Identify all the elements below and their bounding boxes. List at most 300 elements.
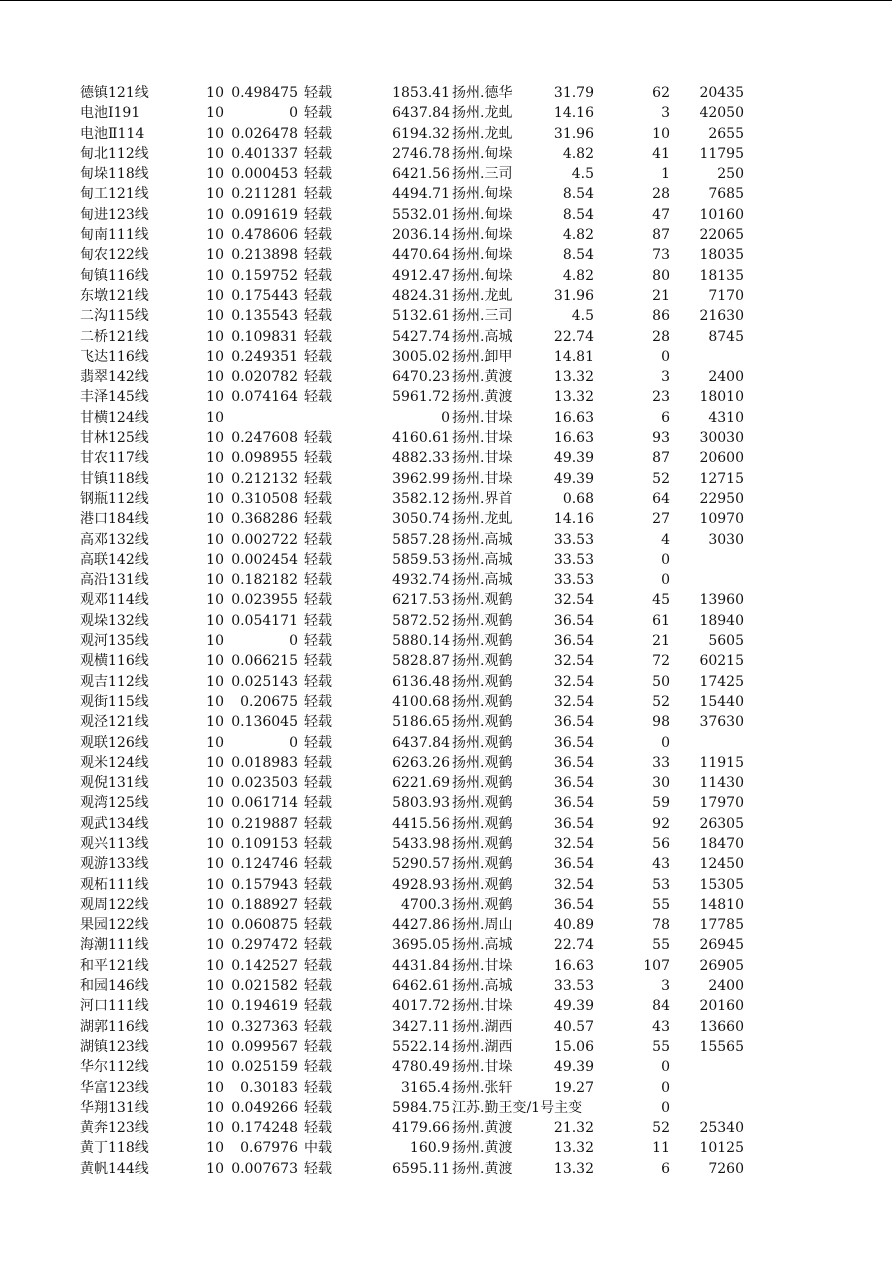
load-ratio-cell: 0.478606 [231, 227, 298, 244]
capacity-cell: 5872.52 [392, 612, 450, 629]
load-status-cell: 轻载 [304, 186, 332, 203]
line-name-cell: 华翔131线 [80, 1099, 149, 1116]
load-status-cell: 轻载 [304, 531, 332, 548]
voltage-cell: 10 [206, 1120, 224, 1137]
length-cell: 36.54 [553, 775, 594, 792]
load-ratio-cell: 0.310508 [231, 490, 298, 507]
transformer-capacity-cell: 22065 [699, 227, 744, 244]
capacity-cell: 4928.93 [392, 876, 450, 893]
voltage-cell: 10 [206, 775, 224, 792]
table-row [0, 164, 892, 184]
voltage-cell: 10 [206, 957, 224, 974]
transformer-capacity-cell: 250 [717, 166, 744, 183]
voltage-cell: 10 [206, 267, 224, 284]
line-name-cell: 丰泽145线 [80, 389, 149, 406]
voltage-cell: 10 [206, 612, 224, 629]
load-status-cell: 轻载 [304, 145, 332, 162]
transformer-capacity-cell: 15565 [699, 1038, 744, 1055]
substation-cell: 扬州.三司 [452, 166, 513, 183]
capacity-cell: 160.9 [409, 1140, 450, 1157]
load-status-cell: 轻载 [304, 876, 332, 893]
transformer-capacity-cell: 8745 [708, 328, 744, 345]
load-status-cell: 轻载 [304, 937, 332, 954]
table-row [0, 611, 892, 631]
load-ratio-cell: 0.247608 [231, 430, 298, 447]
load-status-cell: 轻载 [304, 369, 332, 386]
capacity-cell: 3582.12 [392, 490, 450, 507]
table-row [0, 387, 892, 407]
table-row [0, 408, 892, 428]
load-status-cell: 轻载 [304, 1120, 332, 1137]
transformer-capacity-cell: 26305 [699, 815, 744, 832]
capacity-cell: 4882.33 [392, 450, 450, 467]
voltage-cell: 10 [206, 673, 224, 690]
length-cell: 14.81 [553, 348, 594, 365]
count-cell: 21 [652, 287, 670, 304]
capacity-cell: 6595.11 [392, 1160, 450, 1177]
transformer-capacity-cell: 14810 [699, 896, 744, 913]
load-status-cell: 轻载 [304, 1079, 332, 1096]
line-name-cell: 甸北112线 [80, 145, 149, 162]
voltage-cell: 10 [206, 430, 224, 447]
line-name-cell: 观柘111线 [80, 876, 149, 893]
voltage-cell: 10 [206, 937, 224, 954]
voltage-cell: 10 [206, 308, 224, 325]
load-ratio-cell: 0.021582 [231, 978, 298, 995]
length-cell: 36.54 [553, 795, 594, 812]
substation-cell: 扬州.甸垛 [452, 186, 513, 203]
voltage-cell: 10 [206, 998, 224, 1015]
count-cell: 80 [652, 267, 670, 284]
voltage-cell: 10 [206, 1140, 224, 1157]
substation-cell: 扬州.高城 [452, 328, 513, 345]
line-name-cell: 甘林125线 [80, 430, 149, 447]
table-row [0, 1098, 892, 1118]
line-name-cell: 观武134线 [80, 815, 149, 832]
substation-cell: 扬州.观鹤 [452, 734, 513, 751]
load-ratio-cell: 0.159752 [231, 267, 298, 284]
length-cell: 31.96 [553, 287, 594, 304]
load-status-cell: 轻载 [304, 206, 332, 223]
transformer-capacity-cell: 7260 [708, 1160, 744, 1177]
load-status-cell: 轻载 [304, 835, 332, 852]
count-cell: 1 [661, 166, 670, 183]
substation-cell: 扬州.甘垛 [452, 430, 513, 447]
load-status-cell: 轻载 [304, 856, 332, 873]
count-cell: 107 [643, 957, 670, 974]
line-name-cell: 湖镇123线 [80, 1038, 149, 1055]
load-status-cell: 轻载 [304, 714, 332, 731]
length-cell: 36.54 [553, 815, 594, 832]
load-status-cell: 轻载 [304, 673, 332, 690]
count-cell: 86 [652, 308, 670, 325]
table-row [0, 1037, 892, 1057]
transformer-capacity-cell: 17785 [699, 917, 744, 934]
capacity-cell: 5803.93 [392, 795, 450, 812]
count-cell: 50 [652, 673, 670, 690]
load-ratio-cell: 0 [289, 105, 298, 122]
load-ratio-cell: 0.297472 [231, 937, 298, 954]
count-cell: 52 [652, 1120, 670, 1137]
voltage-cell: 10 [206, 85, 224, 101]
count-cell: 55 [652, 937, 670, 954]
count-cell: 78 [652, 917, 670, 934]
table-row [0, 347, 892, 367]
line-name-cell: 二桥121线 [80, 328, 149, 345]
capacity-cell: 4912.47 [392, 267, 450, 284]
capacity-cell: 3005.02 [392, 348, 450, 365]
capacity-cell: 4824.31 [392, 287, 450, 304]
transformer-capacity-cell: 2400 [708, 978, 744, 995]
load-status-cell: 轻载 [304, 551, 332, 568]
capacity-cell: 4700.3 [401, 896, 450, 913]
length-cell: 33.53 [553, 978, 594, 995]
length-cell: 31.96 [553, 125, 594, 142]
load-ratio-cell: 0.002722 [231, 531, 298, 548]
count-cell: 43 [652, 856, 670, 873]
length-cell: 33.53 [553, 572, 594, 589]
transformer-capacity-cell: 13660 [699, 1018, 744, 1035]
transformer-capacity-cell: 17425 [699, 673, 744, 690]
count-cell: 52 [652, 470, 670, 487]
voltage-cell: 10 [206, 754, 224, 771]
substation-cell: 扬州.黄渡 [452, 369, 513, 386]
table-row [0, 367, 892, 387]
table-row [0, 327, 892, 347]
line-name-cell: 观湾125线 [80, 795, 149, 812]
line-name-cell: 港口184线 [80, 511, 149, 528]
capacity-cell: 6462.61 [392, 978, 450, 995]
substation-cell: 扬州.甸垛 [452, 267, 513, 284]
line-name-cell: 观邓114线 [80, 592, 149, 609]
voltage-cell: 10 [206, 206, 224, 223]
line-name-cell: 甘镇118线 [80, 470, 149, 487]
line-name-cell: 观河135线 [80, 633, 149, 650]
capacity-cell: 3695.05 [392, 937, 450, 954]
count-cell: 62 [652, 85, 670, 101]
substation-cell: 扬州.界首 [452, 490, 513, 507]
capacity-cell: 4470.64 [392, 247, 450, 264]
load-ratio-cell: 0.007673 [231, 1160, 298, 1177]
substation-cell: 扬州.高城 [452, 572, 513, 589]
line-name-cell: 钢瓶112线 [80, 490, 149, 507]
table-row [0, 489, 892, 509]
substation-cell: 扬州.甸垛 [452, 227, 513, 244]
substation-cell: 扬州.观鹤 [452, 815, 513, 832]
length-cell: 32.54 [553, 876, 594, 893]
load-status-cell: 轻载 [304, 490, 332, 507]
voltage-cell: 10 [206, 490, 224, 507]
transformer-capacity-cell: 18940 [699, 612, 744, 629]
capacity-cell: 1853.41 [392, 85, 450, 101]
length-cell: 22.74 [553, 328, 594, 345]
load-status-cell: 轻载 [304, 978, 332, 995]
capacity-cell: 4932.74 [392, 572, 450, 589]
table-row [0, 773, 892, 793]
substation-cell: 扬州.甸垛 [452, 247, 513, 264]
capacity-cell: 5880.14 [392, 633, 450, 650]
capacity-cell: 3427.11 [392, 1018, 450, 1035]
length-cell: 0.68 [562, 490, 594, 507]
length-cell: 49.39 [553, 450, 594, 467]
line-name-cell: 电池Ⅰ191 [80, 105, 141, 122]
capacity-cell: 6263.26 [392, 754, 450, 771]
substation-cell: 扬州.观鹤 [452, 673, 513, 690]
length-cell: 32.54 [553, 653, 594, 670]
line-name-cell: 观米124线 [80, 754, 149, 771]
length-cell: 19.27 [553, 1079, 594, 1096]
table-row [0, 793, 892, 813]
load-ratio-cell: 0.109831 [231, 328, 298, 345]
count-cell: 93 [652, 430, 670, 447]
capacity-cell: 6470.23 [392, 369, 450, 386]
load-status-cell: 轻载 [304, 998, 332, 1015]
load-status-cell: 轻载 [304, 308, 332, 325]
table-row [0, 854, 892, 874]
length-cell: 49.39 [553, 998, 594, 1015]
load-ratio-cell: 0.20675 [240, 693, 298, 710]
substation-cell: 扬州.观鹤 [452, 714, 513, 731]
line-name-cell: 甸镇116线 [80, 267, 149, 284]
length-cell: 16.63 [553, 430, 594, 447]
load-ratio-cell: 0.188927 [231, 896, 298, 913]
load-ratio-cell: 0.213898 [231, 247, 298, 264]
capacity-cell: 3050.74 [392, 511, 450, 528]
transformer-capacity-cell: 60215 [699, 653, 744, 670]
length-cell: 4.5 [571, 308, 594, 325]
voltage-cell: 10 [206, 186, 224, 203]
load-status-cell: 轻载 [304, 328, 332, 345]
substation-cell: 扬州.周山 [452, 917, 513, 934]
capacity-cell: 4415.56 [392, 815, 450, 832]
table-row [0, 996, 892, 1016]
table-row [0, 672, 892, 692]
capacity-cell: 4431.84 [392, 957, 450, 974]
length-cell: 16.63 [553, 409, 594, 426]
load-status-cell: 轻载 [304, 247, 332, 264]
count-cell: 92 [652, 815, 670, 832]
load-status-cell: 轻载 [304, 348, 332, 365]
substation-cell: 扬州.龙虬 [452, 105, 513, 122]
table-row [0, 753, 892, 773]
load-ratio-cell: 0.194619 [231, 998, 298, 1015]
load-status-cell: 轻载 [304, 795, 332, 812]
load-status-cell: 轻载 [304, 470, 332, 487]
voltage-cell: 10 [206, 795, 224, 812]
transformer-capacity-cell: 2400 [708, 369, 744, 386]
substation-cell: 扬州.高城 [452, 937, 513, 954]
substation-cell: 扬州.观鹤 [452, 633, 513, 650]
load-status-cell: 轻载 [304, 125, 332, 142]
line-name-cell: 德镇121线 [80, 85, 149, 101]
table-row [0, 286, 892, 306]
count-cell: 64 [652, 490, 670, 507]
voltage-cell: 10 [206, 551, 224, 568]
count-cell: 87 [652, 450, 670, 467]
load-ratio-cell: 0.099567 [231, 1038, 298, 1055]
table-row [0, 144, 892, 164]
capacity-cell: 3962.99 [392, 470, 450, 487]
voltage-cell: 10 [206, 511, 224, 528]
length-cell: 8.54 [562, 206, 594, 223]
voltage-cell: 10 [206, 633, 224, 650]
load-ratio-cell: 0.060875 [231, 917, 298, 934]
table-row [0, 834, 892, 854]
line-name-cell: 二沟115线 [80, 308, 149, 325]
length-cell: 40.89 [553, 917, 594, 934]
count-cell: 84 [652, 998, 670, 1015]
load-status-cell: 中载 [304, 1140, 332, 1157]
substation-cell: 扬州.黄渡 [452, 1140, 513, 1157]
substation-cell: 扬州.观鹤 [452, 653, 513, 670]
load-ratio-cell: 0.026478 [231, 125, 298, 142]
line-name-cell: 高联142线 [80, 551, 149, 568]
capacity-cell: 6194.32 [392, 125, 450, 142]
load-ratio-cell: 0.025143 [231, 673, 298, 690]
count-cell: 0 [661, 1079, 670, 1096]
load-ratio-cell: 0.219887 [231, 815, 298, 832]
table-row [0, 83, 892, 103]
count-cell: 98 [652, 714, 670, 731]
table-row [0, 976, 892, 996]
transformer-capacity-cell: 18035 [699, 247, 744, 264]
length-cell: 36.54 [553, 633, 594, 650]
count-cell: 0 [661, 572, 670, 589]
count-cell: 73 [652, 247, 670, 264]
voltage-cell: 10 [206, 1038, 224, 1055]
transformer-capacity-cell: 21630 [699, 308, 744, 325]
transformer-capacity-cell: 18010 [699, 389, 744, 406]
voltage-cell: 10 [206, 1099, 224, 1116]
voltage-cell: 10 [206, 876, 224, 893]
load-ratio-cell: 0.30183 [240, 1079, 298, 1096]
capacity-cell: 4494.71 [392, 186, 450, 203]
voltage-cell: 10 [206, 978, 224, 995]
substation-cell: 扬州.甘垛 [452, 450, 513, 467]
capacity-cell: 2746.78 [392, 145, 450, 162]
voltage-cell: 10 [206, 328, 224, 345]
table-row [0, 915, 892, 935]
voltage-cell: 10 [206, 348, 224, 365]
line-name-cell: 观泾121线 [80, 714, 149, 731]
count-cell: 4 [661, 531, 670, 548]
voltage-cell: 10 [206, 531, 224, 548]
count-cell: 61 [652, 612, 670, 629]
substation-cell: 扬州.观鹤 [452, 835, 513, 852]
line-name-cell: 观游133线 [80, 856, 149, 873]
load-ratio-cell: 0.67976 [240, 1140, 298, 1157]
count-cell: 87 [652, 227, 670, 244]
load-status-cell: 轻载 [304, 612, 332, 629]
load-ratio-cell: 0.054171 [231, 612, 298, 629]
length-cell: 36.54 [553, 896, 594, 913]
line-name-cell: 观周122线 [80, 896, 149, 913]
voltage-cell: 10 [206, 1160, 224, 1177]
count-cell: 55 [652, 896, 670, 913]
line-name-cell: 观街115线 [80, 693, 149, 710]
transformer-capacity-cell: 20435 [699, 85, 744, 101]
voltage-cell: 10 [206, 856, 224, 873]
voltage-cell: 10 [206, 369, 224, 386]
substation-cell: 扬州.甸垛 [452, 206, 513, 223]
count-cell: 21 [652, 633, 670, 650]
substation-cell: 扬州.甘垛 [452, 470, 513, 487]
load-ratio-cell: 0.211281 [231, 186, 298, 203]
substation-cell: 扬州.观鹤 [452, 612, 513, 629]
voltage-cell: 10 [206, 896, 224, 913]
transformer-capacity-cell: 7170 [708, 287, 744, 304]
length-cell: 36.54 [553, 754, 594, 771]
table-row [0, 1057, 892, 1077]
count-cell: 59 [652, 795, 670, 812]
substation-cell: 扬州.黄渡 [452, 389, 513, 406]
capacity-cell: 5290.57 [392, 856, 450, 873]
length-cell: 13.32 [553, 1140, 594, 1157]
capacity-cell: 5532.01 [392, 206, 450, 223]
line-name-cell: 河口111线 [80, 998, 149, 1015]
count-cell: 30 [652, 775, 670, 792]
line-name-cell: 海潮111线 [80, 937, 149, 954]
table-row [0, 712, 892, 732]
capacity-cell: 4100.68 [392, 693, 450, 710]
capacity-cell: 4160.61 [392, 430, 450, 447]
transformer-capacity-cell: 11795 [699, 145, 744, 162]
load-status-cell: 轻载 [304, 775, 332, 792]
load-status-cell: 轻载 [304, 815, 332, 832]
count-cell: 6 [661, 409, 670, 426]
substation-cell: 扬州.甘垛 [452, 409, 513, 426]
length-cell: 40.57 [553, 1018, 594, 1035]
line-name-cell: 黄帆144线 [80, 1160, 149, 1177]
length-cell: 16.63 [553, 957, 594, 974]
line-name-cell: 黄奔123线 [80, 1120, 149, 1137]
line-name-cell: 东墩121线 [80, 287, 149, 304]
transformer-capacity-cell: 13960 [699, 592, 744, 609]
substation-cell: 扬州.观鹤 [452, 876, 513, 893]
load-ratio-cell: 0.098955 [231, 450, 298, 467]
transformer-capacity-cell: 12715 [699, 470, 744, 487]
load-ratio-cell: 0.175443 [231, 287, 298, 304]
load-ratio-cell: 0.327363 [231, 1018, 298, 1035]
load-status-cell: 轻载 [304, 917, 332, 934]
count-cell: 27 [652, 511, 670, 528]
voltage-cell: 10 [206, 227, 224, 244]
transformer-capacity-cell: 20600 [699, 450, 744, 467]
line-name-cell: 黄丁118线 [80, 1140, 149, 1157]
table-row [0, 469, 892, 489]
substation-cell: 扬州.观鹤 [452, 754, 513, 771]
substation-cell: 扬州.张轩 [452, 1079, 513, 1096]
substation-cell: 扬州.甸垛 [452, 145, 513, 162]
line-name-cell: 甸农122线 [80, 247, 149, 264]
capacity-cell: 5984.75 [392, 1099, 450, 1116]
voltage-cell: 10 [206, 125, 224, 142]
load-status-cell: 轻载 [304, 430, 332, 447]
load-status-cell: 轻载 [304, 1018, 332, 1035]
length-cell: 4.82 [562, 227, 594, 244]
table-row [0, 935, 892, 955]
length-cell: 32.54 [553, 592, 594, 609]
load-status-cell: 轻载 [304, 957, 332, 974]
transformer-capacity-cell: 30030 [699, 430, 744, 447]
length-cell: 32.54 [553, 673, 594, 690]
load-ratio-cell: 0.157943 [231, 876, 298, 893]
load-status-cell: 轻载 [304, 1160, 332, 1177]
line-name-cell: 翡翠142线 [80, 369, 149, 386]
substation-cell: 扬州.观鹤 [452, 775, 513, 792]
length-cell: 33.53 [553, 531, 594, 548]
count-cell: 0 [661, 1059, 670, 1076]
